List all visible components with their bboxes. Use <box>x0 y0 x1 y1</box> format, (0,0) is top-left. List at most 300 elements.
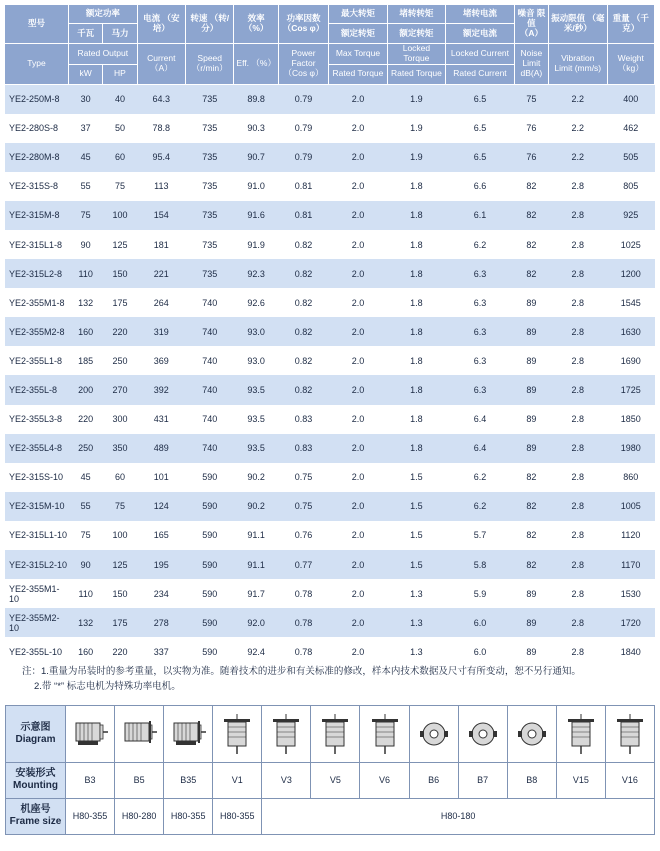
frame-size-label: 机座号 Frame size <box>6 798 66 834</box>
table-cell: 0.81 <box>278 201 328 230</box>
table-cell: 2.8 <box>549 201 607 230</box>
table-cell: 200 <box>69 375 103 404</box>
table-cell: 60 <box>103 463 137 492</box>
current-header-en: Current （A） <box>137 44 185 85</box>
table-cell: 90.3 <box>234 114 278 143</box>
table-cell: 1170 <box>607 550 654 579</box>
table-cell: 154 <box>137 201 185 230</box>
table-row <box>5 288 655 317</box>
table-cell: 2.8 <box>549 637 607 666</box>
footnote-1: 注：1.重量为吊装时的参考重量，以实物为准。随着技术的进步和有关标准的修改，样本内技术数据及尺寸有所变动，恕不另行通知。 <box>22 666 581 677</box>
table-cell: 369 <box>137 346 185 375</box>
table-cell: 2.0 <box>329 143 387 172</box>
table-cell: 89 <box>514 288 548 317</box>
table-cell: 93.5 <box>234 375 278 404</box>
table-cell: 40 <box>103 84 137 114</box>
table-cell: 431 <box>137 405 185 434</box>
motor-b6-icon <box>410 717 458 751</box>
table-cell: 925 <box>607 201 654 230</box>
table-cell: 2.0 <box>329 579 387 608</box>
table-row <box>5 492 655 521</box>
table-cell: 113 <box>137 172 185 201</box>
table-row <box>5 259 655 288</box>
motor-b7-icon <box>459 717 507 751</box>
table-cell: 220 <box>103 317 137 346</box>
table-cell: 1025 <box>607 230 654 259</box>
table-cell: 91.1 <box>234 550 278 579</box>
table-cell: 93.5 <box>234 405 278 434</box>
lockedtorque-header-cn-bottom: 额定转矩 <box>387 24 445 44</box>
type-header-en: Type <box>5 44 69 85</box>
table-cell: 0.82 <box>278 317 328 346</box>
table-cell: 5.7 <box>446 521 515 550</box>
table-cell: 735 <box>186 84 234 114</box>
table-cell: 0.82 <box>278 346 328 375</box>
table-cell: 0.75 <box>278 463 328 492</box>
table-row <box>5 637 655 666</box>
table-cell: 350 <box>103 434 137 463</box>
mounting-diagram-v6 <box>360 706 409 763</box>
eff-header-cn: 效率 （%） <box>234 5 278 44</box>
table-cell: 250 <box>103 346 137 375</box>
frame-size-others: H80-180 <box>262 798 655 834</box>
table-cell: 2.0 <box>329 405 387 434</box>
table-cell: 1725 <box>607 375 654 404</box>
noise-header-en: Noise Limit dB(A) <box>514 44 548 85</box>
table-cell: 6.3 <box>446 317 515 346</box>
table-cell: 37 <box>69 114 103 143</box>
table-cell: 1850 <box>607 405 654 434</box>
table-cell: 6.3 <box>446 288 515 317</box>
table-cell: 5.9 <box>446 579 515 608</box>
table-cell: 0.77 <box>278 550 328 579</box>
mounting-label: 安装形式 Mounting <box>6 762 66 798</box>
table-cell: 1005 <box>607 492 654 521</box>
table-cell: 590 <box>186 492 234 521</box>
table-cell: 55 <box>69 172 103 201</box>
table-cell: 110 <box>69 259 103 288</box>
table-cell: 6.2 <box>446 492 515 521</box>
table-cell: 1980 <box>607 434 654 463</box>
table-cell: 110 <box>69 579 103 608</box>
table-cell: 0.78 <box>278 637 328 666</box>
table-cell: 860 <box>607 463 654 492</box>
table-row <box>5 201 655 230</box>
table-row <box>5 84 655 114</box>
table-cell: 89 <box>514 637 548 666</box>
table-cell: 90.7 <box>234 143 278 172</box>
table-cell: 2.8 <box>549 550 607 579</box>
table-cell: 1.8 <box>387 434 445 463</box>
table-cell: 2.2 <box>549 114 607 143</box>
mounting-type-v15: V15 <box>556 762 605 798</box>
table-cell: 735 <box>186 172 234 201</box>
table-cell: 1.5 <box>387 492 445 521</box>
lockedcurrent-header-en-top: Locked Current <box>446 44 515 65</box>
table-cell: 2.2 <box>549 84 607 114</box>
table-cell: 125 <box>103 230 137 259</box>
table-cell: 2.8 <box>549 259 607 288</box>
table-cell: 1.3 <box>387 637 445 666</box>
table-cell: 0.78 <box>278 579 328 608</box>
table-cell: YE2-355L3-8 <box>5 405 69 434</box>
table-cell: 2.0 <box>329 317 387 346</box>
table-row <box>5 521 655 550</box>
lockedcurrent-header-en-bottom: Rated Current <box>446 64 515 84</box>
table-cell: 90 <box>69 230 103 259</box>
table-row <box>5 375 655 404</box>
table-cell: 1.8 <box>387 375 445 404</box>
table-cell: 89 <box>514 317 548 346</box>
table-cell: 0.82 <box>278 259 328 288</box>
mounting-type-b3: B3 <box>66 762 115 798</box>
table-cell: 278 <box>137 608 185 637</box>
maxtorque-header-cn-top: 最大转矩 <box>329 5 387 24</box>
table-cell: 2.0 <box>329 375 387 404</box>
table-cell: 1.3 <box>387 608 445 637</box>
table-cell: 735 <box>186 201 234 230</box>
table-cell: 160 <box>69 317 103 346</box>
table-cell: 740 <box>186 434 234 463</box>
table-cell: 2.8 <box>549 492 607 521</box>
table-cell: 30 <box>69 84 103 114</box>
table-cell: 1.5 <box>387 463 445 492</box>
table-cell: 6.2 <box>446 230 515 259</box>
speed-header-en: Speed （r/min） <box>186 44 234 85</box>
table-cell: 75 <box>69 201 103 230</box>
table-cell: 2.0 <box>329 637 387 666</box>
table-cell: 91.9 <box>234 230 278 259</box>
table-cell: 1545 <box>607 288 654 317</box>
table-cell: 125 <box>103 550 137 579</box>
kw-header-cn: 千瓦 <box>69 24 103 44</box>
table-cell: 590 <box>186 550 234 579</box>
table-cell: 2.0 <box>329 288 387 317</box>
maxtorque-header-en-bottom: Rated Torque <box>329 64 387 84</box>
mounting-diagram-b3 <box>66 706 115 763</box>
table-cell: 0.83 <box>278 434 328 463</box>
table-cell: YE2-355M2-10 <box>5 608 69 637</box>
table-cell: 90 <box>69 550 103 579</box>
table-row <box>5 463 655 492</box>
table-cell: 2.0 <box>329 434 387 463</box>
frame-size-b5: H80-280 <box>115 798 164 834</box>
table-cell: 124 <box>137 492 185 521</box>
table-cell: 735 <box>186 259 234 288</box>
table-cell: YE2-355L1-8 <box>5 346 69 375</box>
table-cell: 1.8 <box>387 317 445 346</box>
motor-v16-icon <box>606 712 654 756</box>
motor-v15-icon <box>557 712 605 756</box>
mounting-diagram-b5 <box>115 706 164 763</box>
table-cell: 590 <box>186 463 234 492</box>
motor-v5-icon <box>311 712 359 756</box>
table-cell: 319 <box>137 317 185 346</box>
table-cell: 90.2 <box>234 463 278 492</box>
table-cell: 1.8 <box>387 230 445 259</box>
motor-b35-icon <box>164 717 212 751</box>
table-cell: 60 <box>103 143 137 172</box>
frame-size-b3: H80-355 <box>66 798 115 834</box>
table-cell: 90.2 <box>234 492 278 521</box>
mounting-table <box>5 705 655 835</box>
table-cell: 89 <box>514 434 548 463</box>
table-cell: 590 <box>186 521 234 550</box>
vibration-header-en: Vibration Limit (mm/s) <box>549 44 607 85</box>
table-cell: 740 <box>186 375 234 404</box>
table-cell: 234 <box>137 579 185 608</box>
table-cell: 160 <box>69 637 103 666</box>
vibration-header-cn: 振动限值 （毫米/秒） <box>549 5 607 44</box>
table-cell: 1.9 <box>387 84 445 114</box>
table-cell: 2.0 <box>329 201 387 230</box>
motor-b3-icon <box>66 717 114 751</box>
table-cell: 1840 <box>607 637 654 666</box>
table-row <box>5 434 655 463</box>
table-cell: 6.4 <box>446 434 515 463</box>
table-cell: YE2-315S-8 <box>5 172 69 201</box>
spec-table <box>5 5 655 666</box>
table-row <box>5 346 655 375</box>
table-cell: 175 <box>103 608 137 637</box>
mounting-diagram-b35 <box>164 706 213 763</box>
table-cell: 1.3 <box>387 579 445 608</box>
table-cell: 220 <box>103 637 137 666</box>
table-cell: YE2-355M2-8 <box>5 317 69 346</box>
table-cell: 132 <box>69 608 103 637</box>
table-cell: 0.79 <box>278 84 328 114</box>
table-cell: 1.5 <box>387 550 445 579</box>
table-cell: 82 <box>514 201 548 230</box>
mounting-type-b35: B35 <box>164 762 213 798</box>
table-cell: YE2-280M-8 <box>5 143 69 172</box>
mounting-diagram-b8 <box>507 706 556 763</box>
table-cell: 6.3 <box>446 259 515 288</box>
table-row <box>5 405 655 434</box>
table-cell: 93.0 <box>234 346 278 375</box>
table-cell: 89 <box>514 346 548 375</box>
table-cell: 250 <box>69 434 103 463</box>
table-cell: 2.0 <box>329 346 387 375</box>
motor-v6-icon <box>360 712 408 756</box>
maxtorque-header-en-top: Max Torque <box>329 44 387 65</box>
motor-v3-icon <box>262 712 310 756</box>
table-cell: 50 <box>103 114 137 143</box>
mounting-type-v1: V1 <box>213 762 262 798</box>
table-cell: 95.4 <box>137 143 185 172</box>
table-cell: 735 <box>186 143 234 172</box>
table-cell: 82 <box>514 492 548 521</box>
table-cell: YE2-355L-8 <box>5 375 69 404</box>
table-cell: 2.8 <box>549 230 607 259</box>
table-cell: 100 <box>103 201 137 230</box>
table-cell: 2.8 <box>549 405 607 434</box>
hp-header-en: HP <box>103 64 137 84</box>
table-cell: 6.0 <box>446 608 515 637</box>
table-cell: 89 <box>514 405 548 434</box>
table-cell: 2.0 <box>329 259 387 288</box>
table-cell: 590 <box>186 608 234 637</box>
table-cell: 91.6 <box>234 201 278 230</box>
table-cell: 2.0 <box>329 230 387 259</box>
mounting-type-b5: B5 <box>115 762 164 798</box>
lockedtorque-header-en-top: Locked Torque <box>387 44 445 65</box>
mounting-diagram-v5 <box>311 706 360 763</box>
table-cell: 0.81 <box>278 172 328 201</box>
table-cell: 93.5 <box>234 434 278 463</box>
table-cell: 1720 <box>607 608 654 637</box>
eff-header-en: Eff. （%） <box>234 44 278 85</box>
table-cell: 89 <box>514 608 548 637</box>
table-cell: 2.8 <box>549 434 607 463</box>
table-cell: 165 <box>137 521 185 550</box>
table-cell: 91.0 <box>234 172 278 201</box>
table-cell: 2.0 <box>329 84 387 114</box>
table-cell: 75 <box>514 84 548 114</box>
table-cell: 400 <box>607 84 654 114</box>
table-cell: 82 <box>514 550 548 579</box>
table-cell: 740 <box>186 346 234 375</box>
table-cell: 92.6 <box>234 288 278 317</box>
table-cell: YE2-315L1-10 <box>5 521 69 550</box>
table-cell: YE2-315M-10 <box>5 492 69 521</box>
table-cell: 2.0 <box>329 463 387 492</box>
mounting-type-b8: B8 <box>507 762 556 798</box>
table-row <box>5 172 655 201</box>
table-cell: 181 <box>137 230 185 259</box>
table-cell: YE2-355L4-8 <box>5 434 69 463</box>
table-cell: YE2-355M1-10 <box>5 579 69 608</box>
table-cell: 1.8 <box>387 259 445 288</box>
lockedcurrent-header-cn-bottom: 额定电流 <box>446 24 515 44</box>
mounting-type-v16: V16 <box>605 762 654 798</box>
table-cell: 82 <box>514 259 548 288</box>
table-cell: YE2-315S-10 <box>5 463 69 492</box>
table-cell: 1200 <box>607 259 654 288</box>
table-cell: 2.8 <box>549 317 607 346</box>
table-cell: 590 <box>186 579 234 608</box>
table-cell: 1.9 <box>387 143 445 172</box>
table-cell: 489 <box>137 434 185 463</box>
table-cell: 462 <box>607 114 654 143</box>
table-cell: 2.8 <box>549 608 607 637</box>
rated-output-header-en: Rated Output <box>69 44 138 65</box>
table-cell: 92.0 <box>234 608 278 637</box>
table-cell: 82 <box>514 230 548 259</box>
table-cell: 392 <box>137 375 185 404</box>
footnote-2: 2.带 “*” 标志电机为特殊功率电机。 <box>34 681 181 692</box>
table-cell: 740 <box>186 317 234 346</box>
rated-output-header-cn: 额定功率 <box>69 5 138 24</box>
table-cell: 2.2 <box>549 143 607 172</box>
table-cell: 6.6 <box>446 172 515 201</box>
type-header-cn: 型号 <box>5 5 69 44</box>
table-cell: 0.83 <box>278 405 328 434</box>
table-cell: 89 <box>514 579 548 608</box>
table-row <box>5 317 655 346</box>
table-cell: 1630 <box>607 317 654 346</box>
table-cell: 2.8 <box>549 521 607 550</box>
table-cell: 82 <box>514 521 548 550</box>
noise-header-cn: 噪音 限值 （A） <box>514 5 548 44</box>
table-cell: 76 <box>514 114 548 143</box>
mounting-type-b6: B6 <box>409 762 458 798</box>
table-cell: 0.82 <box>278 288 328 317</box>
maxtorque-header-cn-bottom: 额定转矩 <box>329 24 387 44</box>
mounting-diagram-v15 <box>556 706 605 763</box>
table-cell: 0.76 <box>278 521 328 550</box>
table-cell: 175 <box>103 288 137 317</box>
table-cell: 91.7 <box>234 579 278 608</box>
table-cell: 78.8 <box>137 114 185 143</box>
weight-header-en: Weight （kg） <box>607 44 654 85</box>
table-cell: 93.0 <box>234 317 278 346</box>
table-row <box>5 550 655 579</box>
table-cell: 6.3 <box>446 375 515 404</box>
table-cell: 89.8 <box>234 84 278 114</box>
frame-size-b35: H80-355 <box>164 798 213 834</box>
table-cell: 55 <box>69 492 103 521</box>
table-cell: 45 <box>69 463 103 492</box>
table-row <box>5 143 655 172</box>
table-cell: 150 <box>103 259 137 288</box>
table-cell: 2.0 <box>329 492 387 521</box>
pf-header-en: Power Factor （Cos φ） <box>278 44 328 85</box>
table-cell: 1690 <box>607 346 654 375</box>
table-cell: 75 <box>103 172 137 201</box>
pf-header-cn: 功率因数 （Cos φ） <box>278 5 328 44</box>
mounting-type-v3: V3 <box>262 762 311 798</box>
table-cell: 2.8 <box>549 375 607 404</box>
table-cell: 195 <box>137 550 185 579</box>
frame-size-v1: H80-355 <box>213 798 262 834</box>
table-cell: 45 <box>69 143 103 172</box>
hp-header-cn: 马力 <box>103 24 137 44</box>
table-cell: YE2-315M-8 <box>5 201 69 230</box>
table-cell: YE2-355L-10 <box>5 637 69 666</box>
table-cell: 6.4 <box>446 405 515 434</box>
lockedtorque-header-cn-top: 堵转转矩 <box>387 5 445 24</box>
table-cell: 89 <box>514 375 548 404</box>
table-cell: YE2-355M1-8 <box>5 288 69 317</box>
lockedcurrent-header-cn-top: 堵转电流 <box>446 5 515 24</box>
table-cell: 1120 <box>607 521 654 550</box>
table-cell: 64.3 <box>137 84 185 114</box>
table-row <box>5 579 655 608</box>
spec-table-body <box>5 84 655 666</box>
table-cell: 185 <box>69 346 103 375</box>
table-cell: 2.8 <box>549 579 607 608</box>
table-cell: 5.8 <box>446 550 515 579</box>
table-cell: 6.2 <box>446 463 515 492</box>
table-cell: 0.78 <box>278 608 328 637</box>
table-cell: 100 <box>103 521 137 550</box>
table-cell: 82 <box>514 463 548 492</box>
mounting-type-v5: V5 <box>311 762 360 798</box>
table-cell: 220 <box>69 405 103 434</box>
table-cell: 6.1 <box>446 201 515 230</box>
table-cell: 2.0 <box>329 114 387 143</box>
table-cell: 6.5 <box>446 84 515 114</box>
table-cell: 505 <box>607 143 654 172</box>
table-cell: 75 <box>103 492 137 521</box>
table-cell: 6.3 <box>446 346 515 375</box>
table-cell: 75 <box>69 521 103 550</box>
table-cell: YE2-315L1-8 <box>5 230 69 259</box>
weight-header-cn: 重量 （千克） <box>607 5 654 44</box>
table-cell: YE2-250M-8 <box>5 84 69 114</box>
table-row <box>5 114 655 143</box>
